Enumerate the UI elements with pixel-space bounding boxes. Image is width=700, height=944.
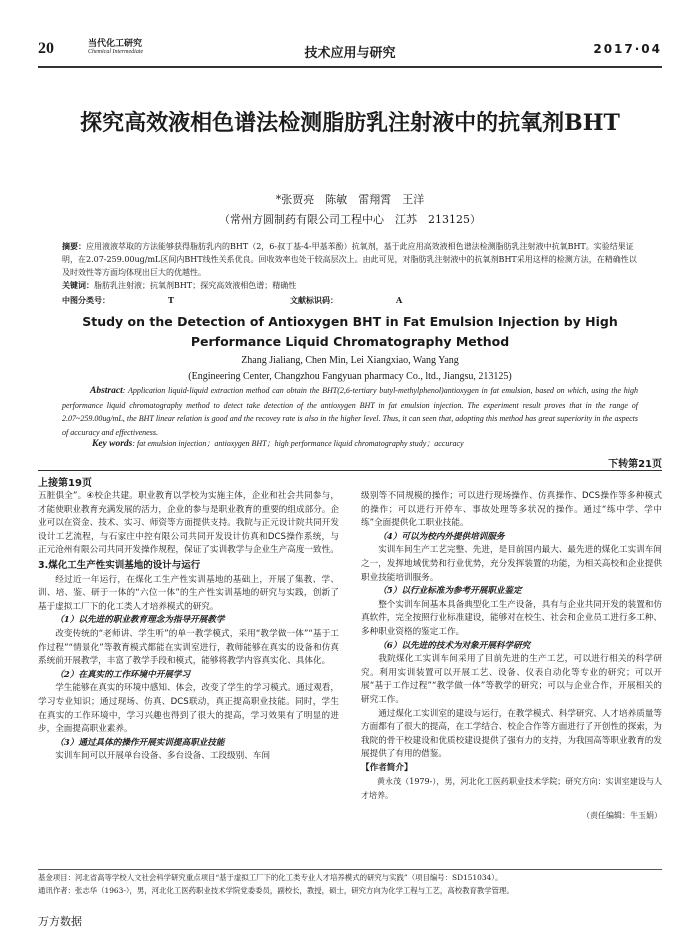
affiliation-cn: （常州方圆制药有限公司工程中心 江苏 213125） [219, 213, 481, 226]
paragraph: 改变传统的“老师讲、学生听”的单一教学模式，采用“教学做一体”“基于工作过程”“情景化”等教育模式都能在实训室进行，教师能够在真实的设备和仿真系统前开展教学，丰富了教学手段和模式，能够将教学内容真实化、具体化。 [38, 628, 339, 667]
footnote-divider [38, 869, 662, 870]
issue-number: 2017·04 [593, 42, 662, 56]
section-heading: 3.煤化工生产性实训基地的设计与运行 [38, 559, 201, 571]
paragraph: 经过近一年运行，在煤化工生产性实训基地的基础上，开展了集教、学、训、培、鉴、研于一体的“六位一体”的生产性实训基地的研究与实践，创新了基于虚拟工厂下的化工类人才培养模式的研究。 [38, 574, 339, 612]
classification-line [62, 295, 518, 306]
author-bio: 黄永茂（1979-），男，河北化工医药职业技术学院；研究方向：实训室建设与人才培养。 [361, 777, 662, 801]
keywords-cn [62, 280, 638, 291]
wanfang-watermark: 万方数据 [38, 915, 82, 928]
abstract-text-cn: 应用液液萃取的方法能够获得脂肪乳内的BHT（2，6-叔丁基-4-甲基苯酚）抗氧剂，基于此应用高效液相色谱法检测脂肪乳注射液中抗氧BHT。实验结果证明，在2.07-259.00ug/mL区间内BHT线性关系优良。回收效率也处于较高层次上。由此可见，对脂肪乳注射液中的抗氧剂BHT采用这样的检测方法，在精确性以及时效性等方面均体现出巨大的优越性。 [62, 242, 637, 277]
affiliation-en: (Engineering Center, Changzhou Fangyuan pharmacy Co., ltd., Jiangsu, 213125) [188, 371, 512, 382]
continued-next-page: 下转第21页 [608, 459, 662, 470]
paragraph: 级别等不同规模的操作；可以进行现场操作、仿真操作、DCS操作等多种模式的操作；可以进行开停车、事故处理等多状况的操作。通过“练中学、学中练”全面提供化工职业技能。 [361, 491, 662, 529]
subsection-heading: （1）以先进的职业教育理念为指导开展教学 [55, 615, 225, 626]
class-number: 中图分类号： T [62, 295, 174, 305]
paragraph: 实训车间生产工艺完整、先进，是目前国内最大、最先进的煤化工实训车间之一，发挥地域优势和行业优势，充分发挥装置的功能，为相关高校和企业提供职业技能培训服务。 [361, 545, 662, 583]
keywords-en [92, 438, 638, 449]
abstract-label-en: Abstract [90, 386, 123, 396]
keywords-label-cn: 关键词： [62, 280, 94, 290]
header-divider [38, 66, 662, 68]
page-header [38, 38, 662, 66]
subsection-heading: （3）通过具体的操作开展实训提高职业技能 [55, 737, 225, 748]
subsection-heading: （5）以行业标准为参考开展职业鉴定 [378, 586, 522, 597]
subsection-heading: （2）在真实的工作环境中开展学习 [55, 669, 191, 680]
keywords-text-en: : fat emulsion injection；antioxygen BHT；high performance liquid chromatography study；accuracy [132, 439, 464, 448]
journal-name-cn: 当代化工研究 [88, 39, 143, 49]
footnote-fund: 基金项目：河北省高等学校人文社会科学研究重点项目“基于虚拟工厂下的化工类专业人才培养模式的研究与实践”（项目编号：SD151034）。 [38, 873, 503, 882]
article-title-en: Study on the Detection of Antioxygen BHT in Fat Emulsion Injection by High Performance Liquid Chromatography Method [82, 314, 618, 349]
page-number: 20 [38, 40, 54, 57]
body-column-right [361, 490, 662, 822]
abstract-cn [62, 240, 638, 279]
paragraph: 我院煤化工实训车间采用了目前先进的生产工艺，可以进行相关的科学研究。利用实训装置可以开展工艺、设备、仪表自动化等专业的研究；可以开展“基于工作过程”“教学做一体”等教学的研究；可以与企业合作，开展相关的研究工作。 [361, 654, 662, 705]
subsection-heading: （6）以先进的技术为对象开展科学研究 [378, 640, 531, 651]
paragraph: 学生能够在真实的环境中感知、体会，改变了学生的学习模式。通过观看，学习专业知识；通过现场、仿真、DCS联动，真正提高职业技能。同时，学生在真实的工作环境中，学习兴趣也得到了很大的提高，学习效果有了明显的进步，全面提高职业素养。 [38, 683, 339, 735]
paragraph: 五脏俱全”。④校企共建。职业教育以学校为实施主体，企业和社会共同参与，才能使职业教育充满发展的活力，企业的参与是职业教育的重要的组成部分。企业可以在资金、技术、实习、师资等方面提供支持。我院与正元设计院共同开发设计工艺流程，与石家庄中控有限公司共同开发设计仿真和DCS操作系统，与正元沧州有限公司共同开发操作规程，保证了实训教学与企业生产高度一致性。 [38, 491, 339, 556]
footnote-corresponding-author: 通讯作者：张志华（1963-），男，河北化工医药职业技术学院党委委员，副校长，教授，硕士，研究方向为化学工程与工艺，高校教育教学管理。 [38, 886, 514, 895]
section-divider [38, 470, 662, 471]
paragraph: 整个实训车间基本具备典型化工生产设备，具有与企业共同开发的装置和仿真软件，完全按照行业标准建设，能够对在校生、社会和企业员工进行多工种、多种职业资格的鉴定工作。 [361, 599, 662, 637]
subsection-heading: （4）可以为校内外提供培训服务 [378, 531, 505, 542]
author-bio-heading: 【作者简介】 [361, 762, 413, 773]
continued-from-page: 上接第19页 [38, 478, 92, 489]
section-title: 技术应用与研究 [304, 46, 396, 61]
abstract-en [62, 384, 638, 439]
abstract-text-en: : Application liquid-liquid extraction method can obtain the BHT(2,6-tertiary butyl-methylphenol)antioxygen in fat emulsion, based on which, using the high performance liquid chromatography method to detect take detection of the antioxygen BHT in fat emulsion injection. The experiment result proves that in the range of 2.07~259.00ug/mL, the BHT linear relation is good and the recovey rate is also in the higher level. Thus, it can seen that, adopting this method has great superiority in the aspects of accuracy and effectiveness. [62, 386, 638, 437]
responsible-editor: （责任编辑：牛玉娟） [582, 810, 662, 820]
abstract-label-cn: 摘要： [62, 241, 86, 251]
authors-cn: *张贾亮 陈敏 雷翔霄 王洋 [275, 193, 425, 206]
authors-en: Zhang Jialiang, Chen Min, Lei Xiangxiao, Wang Yang [241, 355, 459, 366]
paragraph: 实训车间可以开展单台设备、多台设备、工段级别、车间 [55, 751, 271, 762]
keywords-label-en: Key words [92, 439, 133, 449]
keywords-text-cn: 脂肪乳注射液；抗氧剂BHT；探究高效液相色谱；精确性 [94, 281, 297, 290]
doc-code: 文献标识码： A [289, 295, 403, 305]
body-column-left [38, 490, 339, 764]
journal-name-en: Chemical Intermediate [88, 49, 144, 55]
paragraph: 通过煤化工实训室的建设与运行，在教学模式、科学研究、人才培养质量等方面都有了很大的提高，在工学结合、校企合作等方面进行了开创性的探索，为我院的骨干校建设和优质校建设提供了强有力的支持，为我国高等职业教育的发展提供了有用的借鉴。 [361, 708, 662, 760]
article-title-cn: 探究高效液相色谱法检测脂肪乳注射液中的抗氧剂BHT [80, 110, 620, 136]
